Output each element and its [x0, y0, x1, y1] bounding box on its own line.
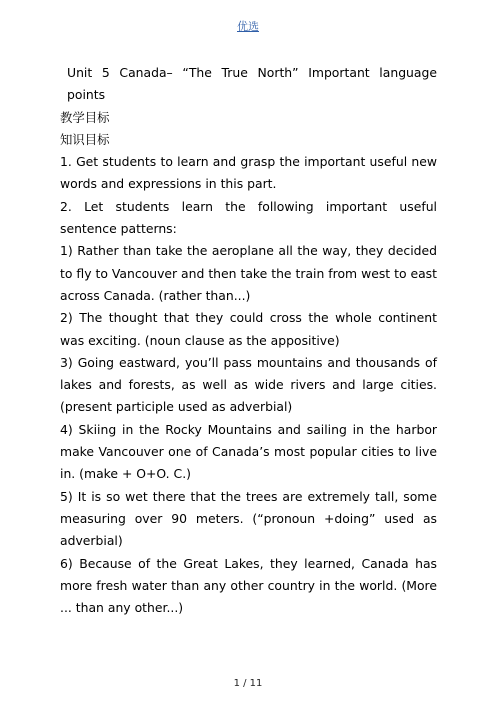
- header-label: 优选: [237, 20, 259, 33]
- sentence-pattern-6: 6) Because of the Great Lakes, they learned, Canada has more fresh water than any other country in the world. (More ... than any other...): [60, 555, 437, 616]
- sentence-pattern-3: 3) Going eastward, you’ll pass mountains and thousands of lakes and forests, as well as wide rivers and large cities. (present participle used as adverbial): [60, 354, 437, 415]
- goal-item-1: 1. Get students to learn and grasp the important useful new words and expressions in this part.: [60, 154, 437, 192]
- document-body: [60, 62, 437, 619]
- heading-teaching-goals: 教学目标: [60, 109, 110, 125]
- sentence-pattern-1: 1) Rather than take the aeroplane all the way, they decided to fly to Vancouver and then take the train from west to east across Canada. (rather than...): [60, 243, 437, 303]
- page-number: 1 / 11: [233, 678, 263, 689]
- goal-item-2: 2. Let students learn the following important useful sentence patterns:: [60, 198, 437, 237]
- sentence-pattern-2: 2) The thought that they could cross the whole continent was exciting. (noun clause as the appositive): [60, 310, 437, 348]
- sentence-pattern-4: 4) Skiing in the Rocky Mountains and sailing in the harbor make Vancouver one of Canada’s most popular cities to live in. (make + O+O. C.): [60, 421, 437, 482]
- page-header: [0, 18, 496, 34]
- sentence-pattern-5: 5) It is so wet there that the trees are extremely tall, some measuring over 90 meters. (“pronoun +doing” used as adverbial): [60, 488, 437, 549]
- heading-knowledge-goals: 知识目标: [60, 131, 110, 147]
- document-title: Unit 5 Canada– “The True North” Important language points: [67, 65, 437, 103]
